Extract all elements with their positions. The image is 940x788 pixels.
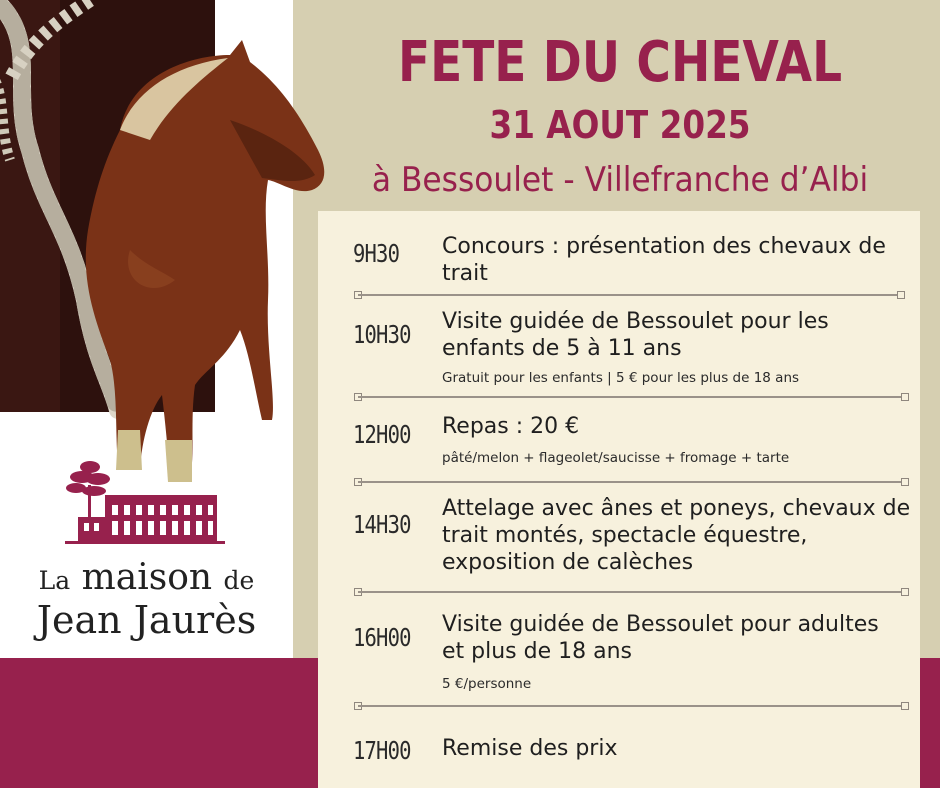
event-date: 31 AOUT 2025 xyxy=(489,103,751,147)
schedule-description: Repas : 20 € xyxy=(442,414,580,439)
schedule-separator xyxy=(354,291,905,300)
schedule-time: 17H00 xyxy=(353,736,411,765)
schedule-time: 12H00 xyxy=(353,420,411,449)
schedule-note: Gratuit pour les enfants | 5 € pour les plus de 18 ans xyxy=(442,370,800,386)
schedule-separator xyxy=(354,702,909,711)
schedule-separator xyxy=(354,393,909,402)
schedule-time: 14H30 xyxy=(353,510,411,539)
schedule-note: 5 €/personne xyxy=(442,676,532,692)
logo-line-1: La maison de xyxy=(38,557,255,598)
schedule-description: Visite guidée de Bessoulet pour adultes et plus de 18 ans xyxy=(442,612,879,664)
logo-line-2: Jean Jaurès xyxy=(36,598,257,642)
schedule-time: 9H30 xyxy=(353,239,400,268)
schedule-description: Visite guidée de Bessoulet pour les enfants de 5 à 11 ans xyxy=(442,309,829,361)
horse-illustration xyxy=(0,0,340,500)
schedule-time: 16H00 xyxy=(353,623,411,652)
schedule-time: 10H30 xyxy=(353,320,411,349)
schedule-description: Attelage avec ânes et poneys, chevaux de trait montés, spectacle équestre, exposition de calèches xyxy=(442,496,911,575)
schedule-separator xyxy=(354,478,909,487)
schedule-description: Concours : présentation des chevaux de trait xyxy=(442,234,886,286)
schedule-separator xyxy=(354,588,909,597)
event-title: FETE DU CHEVAL xyxy=(397,30,843,95)
schedule-description: Remise des prix xyxy=(442,736,618,761)
event-place: à Bessoulet - Villefranche d’Albi xyxy=(371,160,869,200)
maison-jean-jaures-logo-icon xyxy=(60,455,230,550)
schedule-note: pâté/melon + flageolet/saucisse + fromage + tarte xyxy=(442,450,790,466)
